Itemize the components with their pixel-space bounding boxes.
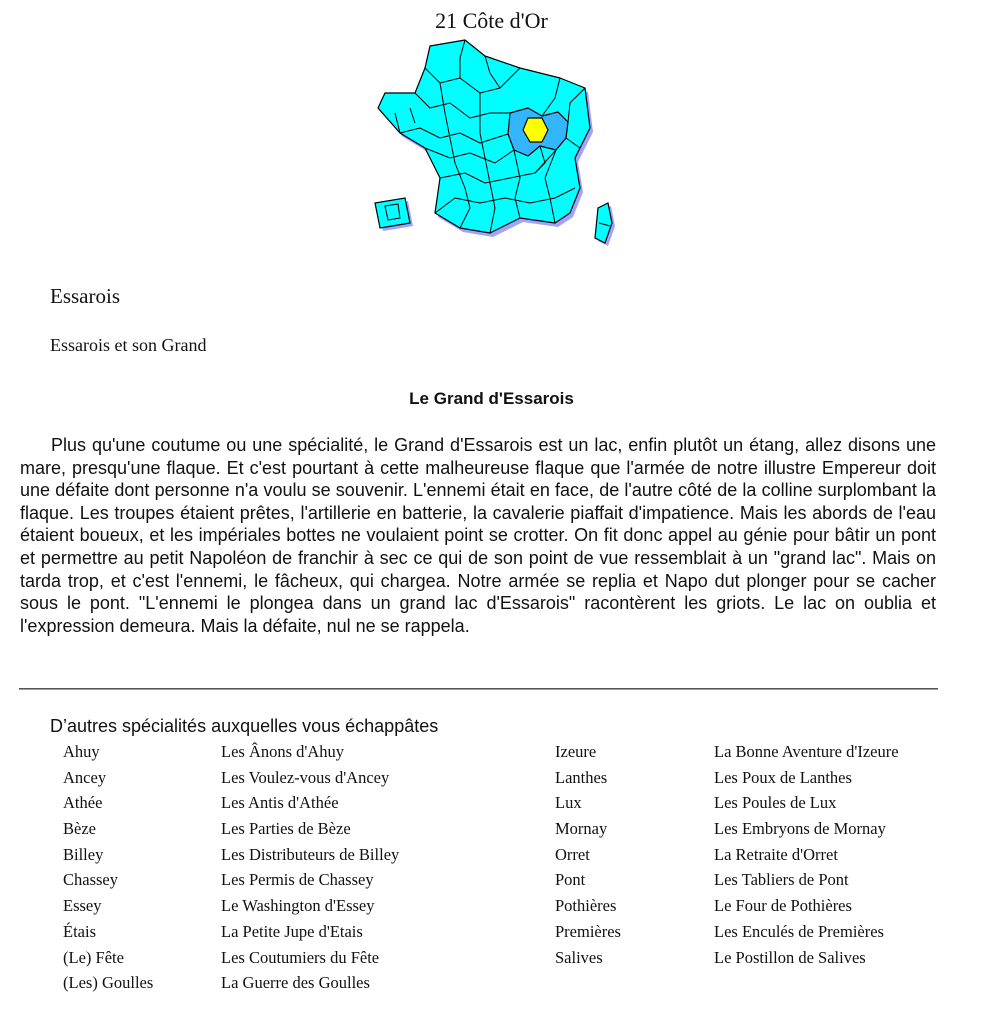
specialty-row — [63, 973, 399, 999]
place-name: Ahuy — [63, 742, 100, 761]
specialty-name: Les Enculés de Premières — [714, 921, 884, 941]
horizontal-divider — [19, 688, 938, 690]
specialty-row — [555, 870, 899, 896]
place-name: Étais — [63, 921, 96, 941]
specialty-name: La Petite Jupe d'Etais — [221, 921, 363, 941]
france-map — [370, 38, 630, 258]
specialty-name: Les Coutumiers du Fête — [221, 947, 380, 967]
specialty-name: Les Poules de Lux — [714, 793, 837, 813]
specialty-row — [555, 742, 899, 768]
specialty-name: Les Embryons de Mornay — [714, 819, 886, 839]
specialty-name: Les Distributeurs de Billey — [221, 844, 400, 864]
mainland-france — [378, 40, 590, 233]
specialty-name: Les Poux de Lanthes — [714, 767, 852, 787]
place-name: Lanthes — [555, 767, 608, 787]
town-name: Essarois — [50, 284, 120, 308]
place-name: Billey — [63, 844, 104, 864]
place-name: Lux — [555, 793, 582, 813]
page-subtitle: Essarois et son Grand — [50, 335, 207, 355]
specialty-name: La Retraite d'Orret — [714, 844, 838, 864]
specialty-row — [63, 870, 399, 896]
other-specialties-heading: D’autres spécialités auxquelles vous échappâtes — [50, 716, 439, 736]
specialty-name: Le Four de Pothières — [714, 896, 852, 916]
specialties-table-right — [555, 742, 899, 973]
place-name: Mornay — [555, 819, 608, 839]
place-name: Chassey — [63, 870, 118, 890]
article-body: Plus qu'une coutume ou une spécialité, le Grand d'Essarois est un lac, enfin plutôt un étang, allez disons une mare, presqu'une flaque. Et c'est pourtant à cette malheureuse flaque que l'armée de notre illustre Empereur doit une défaite dont personne n'a voulu se souvenir. L'ennemi était en face, de l'autre côté de la colline surplombant la flaque. Les troupes étaient prêtes, l'artillerie en batterie, la cavalerie piaffait d'impatience. Mais les abords de l'eau étaient boueux, et les impériales bottes ne voulaient point se crotter. On fit donc appel au génie pour bâtir un pont et permettre au petit Napoléon de franchir à sec ce qui de son point de vue ressemblait à un "grand lac". Mais on tarda trop, et c'est l'ennemi, le fâcheux, qui chargea. Notre armée se replia et Napo dut plonger pour se cacher sous le pont. "L'ennemi le plongea dans un grand lac d'Essarois" racontèrent les griots. Le lac on oublia et l'expression demeura. Mais la défaite, nul ne se rappela. — [20, 435, 936, 636]
article-title: Le Grand d'Essarois — [409, 389, 574, 408]
specialty-name: Les Permis de Chassey — [221, 870, 374, 890]
department-title: 21 Côte d'Or — [435, 8, 548, 33]
place-name: Pont — [555, 870, 586, 890]
specialty-row — [555, 922, 899, 948]
specialties-table-left — [63, 742, 399, 999]
overseas-inset — [375, 198, 410, 228]
place-name: Pothières — [555, 896, 617, 916]
specialty-name: La Guerre des Goulles — [221, 973, 370, 993]
specialty-row — [555, 896, 899, 922]
specialty-name: La Bonne Aventure d'Izeure — [714, 742, 899, 761]
specialty-name: Les Antis d'Athée — [221, 793, 339, 813]
specialty-name: Le Washington d'Essey — [221, 896, 375, 916]
place-name: Athée — [63, 793, 103, 813]
place-name: (Les) Goulles — [63, 973, 154, 993]
place-name: Orret — [555, 844, 590, 864]
specialty-name: Les Tabliers de Pont — [714, 870, 849, 890]
specialty-row — [555, 948, 899, 974]
specialty-row — [63, 768, 399, 794]
place-name: Premières — [555, 921, 621, 941]
specialty-name: Les Voulez-vous d'Ancey — [221, 767, 390, 787]
specialty-row — [555, 768, 899, 794]
place-name: Izeure — [555, 742, 597, 761]
specialty-name: Le Postillon de Salives — [714, 947, 866, 967]
specialty-name: Les Ânons d'Ahuy — [221, 742, 345, 761]
specialty-row — [63, 922, 399, 948]
place-name: (Le) Fête — [63, 947, 124, 967]
place-name: Essey — [63, 896, 102, 916]
specialty-row — [555, 845, 899, 871]
specialty-row — [63, 742, 399, 768]
place-name: Salives — [555, 947, 603, 967]
specialty-row — [63, 896, 399, 922]
place-name: Bèze — [63, 819, 96, 839]
specialty-name: Les Parties de Bèze — [221, 819, 351, 839]
specialty-row — [63, 948, 399, 974]
place-name: Ancey — [63, 767, 107, 787]
specialty-row — [63, 793, 399, 819]
specialty-row — [63, 845, 399, 871]
specialty-row — [555, 793, 899, 819]
specialty-row — [555, 819, 899, 845]
specialty-row — [63, 819, 399, 845]
